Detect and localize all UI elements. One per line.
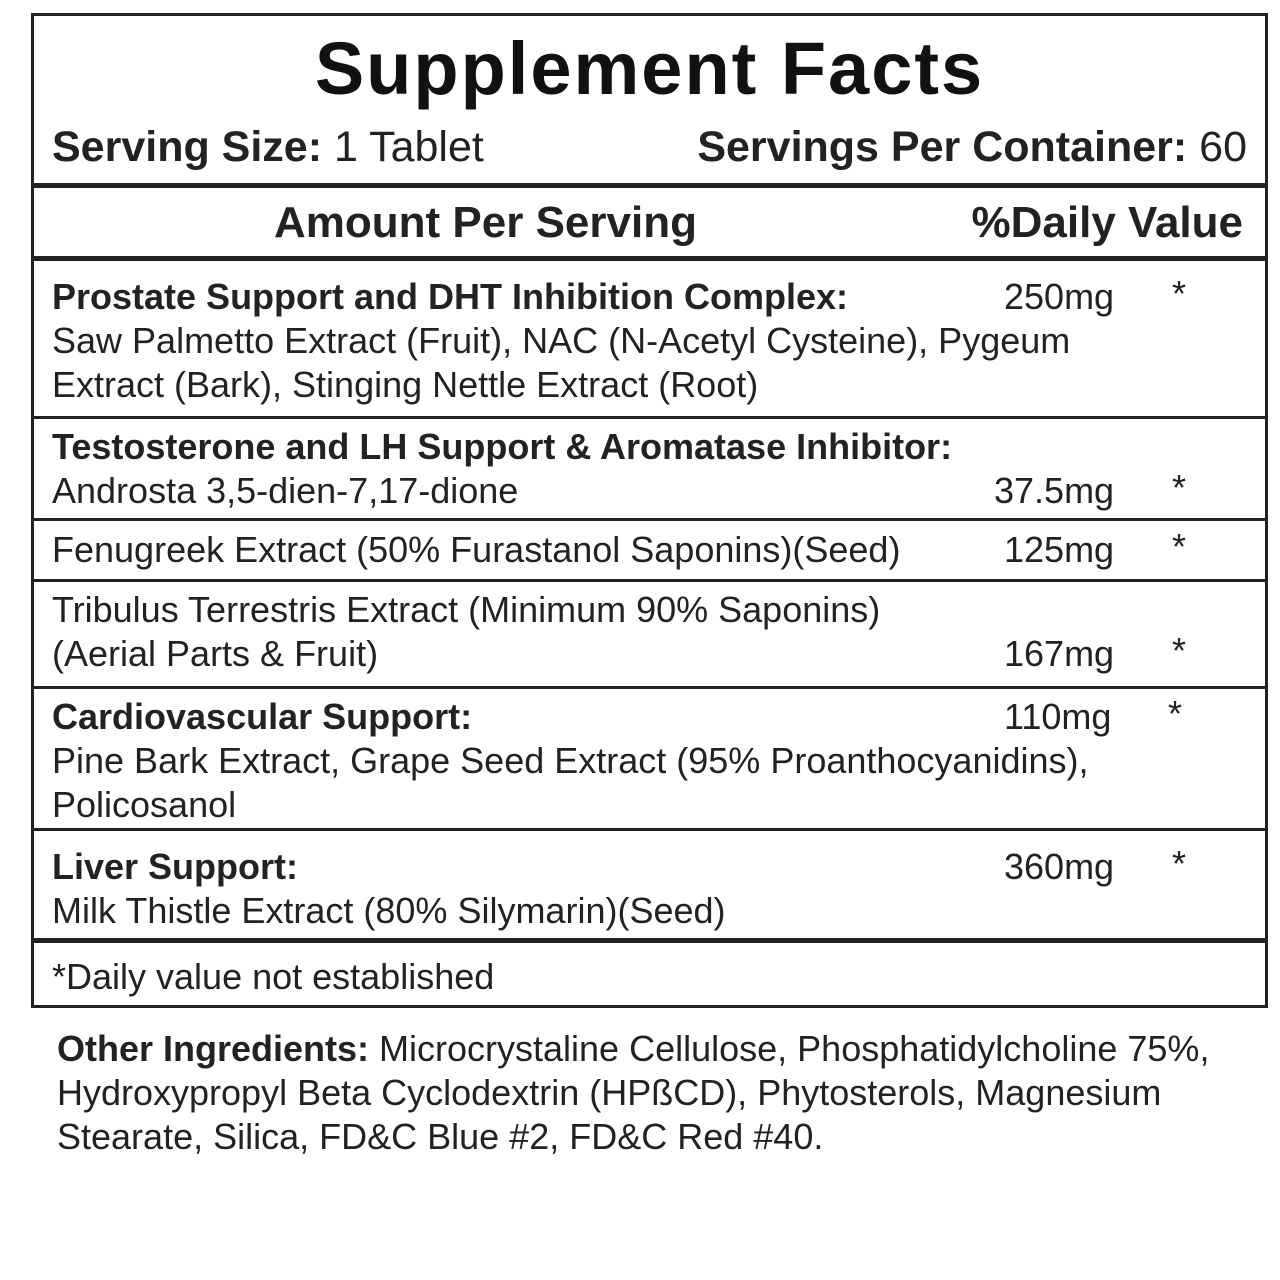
amount-cardiovascular: 110mg — [1004, 696, 1112, 737]
other-ingredients-label: Other Ingredients: — [57, 1028, 370, 1069]
row-heading-cardiovascular: Cardiovascular Support: — [52, 696, 473, 737]
row-divider — [34, 518, 1265, 521]
ingredient-line: Pine Bark Extract, Grape Seed Extract (95% Proanthocyanidins), — [52, 740, 1089, 781]
servings-per-container — [697, 123, 1247, 171]
servings-per-container-value: 60 — [1199, 123, 1247, 171]
amount-tribulus: 167mg — [1004, 633, 1115, 674]
dv-star: * — [1172, 526, 1187, 567]
dv-star: * — [1172, 467, 1187, 508]
ingredient-line: Policosanol — [52, 784, 237, 825]
thick-divider — [34, 938, 1265, 943]
serving-size-value: 1 Tablet — [333, 123, 484, 171]
amount-androsta: 37.5mg — [994, 470, 1115, 511]
serving-size — [52, 123, 484, 171]
ingredient-line: Extract (Bark), Stinging Nettle Extract (Root) — [52, 364, 759, 405]
amount-fenugreek: 125mg — [1004, 529, 1115, 570]
ingredient-line: Tribulus Terrestris Extract (Minimum 90% Saponins) — [52, 589, 881, 630]
amount-liver: 360mg — [1004, 846, 1115, 887]
thick-divider — [34, 256, 1265, 261]
row-divider — [34, 828, 1265, 831]
row-divider — [34, 416, 1265, 419]
other-ingredients-text: Microcrystaline Cellulose, Phosphatidylcholine 75%, Hydroxypropyl Beta Cyclodextrin (HPßCD), Phytosterols, Magnesium Stearate, Silica, FD&C Blue #2, FD&C Red #40. — [57, 1028, 1210, 1157]
amount-per-serving-header: Amount Per Serving — [274, 198, 697, 247]
ingredient-line: Fenugreek Extract (50% Furastanol Saponins)(Seed) — [52, 529, 901, 570]
dv-star: * — [1168, 693, 1183, 734]
row-heading-liver: Liver Support: — [52, 846, 299, 887]
row-divider — [34, 686, 1265, 689]
daily-value-header: %Daily Value — [971, 198, 1243, 247]
row-heading-prostate: Prostate Support and DHT Inhibition Complex: — [52, 276, 848, 317]
row-divider — [34, 579, 1265, 582]
ingredient-line: Milk Thistle Extract (80% Silymarin)(Seed) — [52, 890, 726, 931]
amount-prostate: 250mg — [1004, 276, 1115, 317]
dv-star: * — [1172, 273, 1187, 314]
panel-title: Supplement Facts — [314, 27, 985, 110]
dv-star: * — [1172, 843, 1187, 884]
ingredient-line: (Aerial Parts & Fruit) — [52, 633, 379, 674]
serving-size-label: Serving Size: — [52, 123, 323, 171]
other-ingredients — [57, 1027, 1257, 1159]
servings-per-container-label: Servings Per Container: — [697, 123, 1188, 171]
thick-divider — [34, 183, 1265, 188]
dv-star: * — [1172, 630, 1187, 671]
ingredient-line: Androsta 3,5-dien-7,17-dione — [52, 470, 519, 511]
ingredient-line: Saw Palmetto Extract (Fruit), NAC (N-Acetyl Cysteine), Pygeum — [52, 320, 1071, 361]
supplement-facts-panel — [31, 13, 1268, 1008]
row-heading-testosterone: Testosterone and LH Support & Aromatase Inhibitor: — [52, 426, 953, 467]
footnote: *Daily value not established — [52, 956, 495, 997]
